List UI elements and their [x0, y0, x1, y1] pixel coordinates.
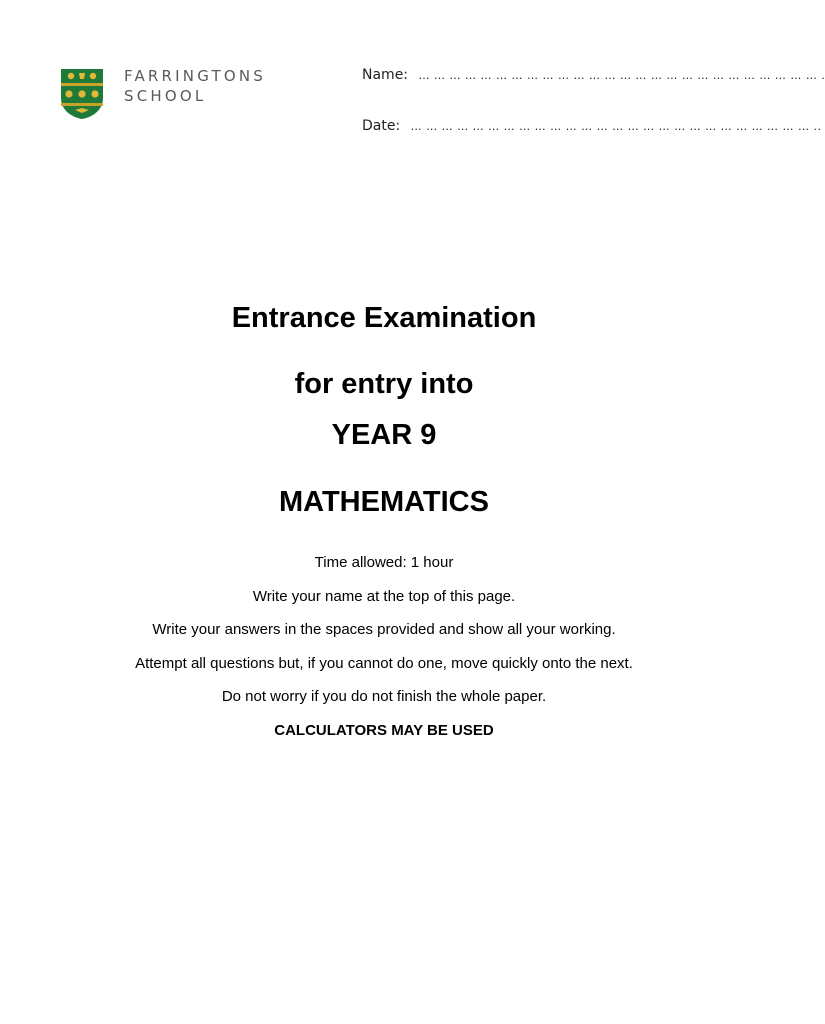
instruction-attempt: Attempt all questions but, if you cannot do one, move quickly onto the next. [135, 655, 633, 672]
instruction-name: Write your name at the top of this page. [252, 588, 516, 605]
exam-subtitle: for entry into [294, 368, 474, 400]
instruction-finish: Do not worry if you do not finish the whole paper. [221, 688, 547, 705]
school-crest-logo [60, 68, 104, 120]
calculator-notice: CALCULATORS MAY BE USED [274, 722, 494, 739]
subject-title: MATHEMATICS [279, 486, 489, 518]
date-label: Date: [362, 118, 401, 134]
school-name [124, 66, 266, 106]
instruction-answers: Write your answers in the spaces provided and show all your working. [152, 621, 616, 638]
school-name-line2: SCHOOL [124, 87, 207, 105]
exam-title: Entrance Examination [231, 302, 537, 334]
name-dotted-line[interactable]: … … … … … … … … … … … … … … … … … … … … … … … … … … . [418, 69, 825, 82]
name-field[interactable] [362, 67, 825, 83]
year-group: YEAR 9 [331, 419, 437, 451]
date-field[interactable] [362, 118, 822, 134]
name-label: Name: [362, 67, 409, 83]
school-name-line1: FARRINGTONS [124, 67, 267, 85]
instruction-time: Time allowed: 1 hour [314, 554, 454, 571]
date-dotted-line[interactable]: … … … … … … … … … … … … … … … … … … … … … … … … … … .. [410, 120, 822, 133]
